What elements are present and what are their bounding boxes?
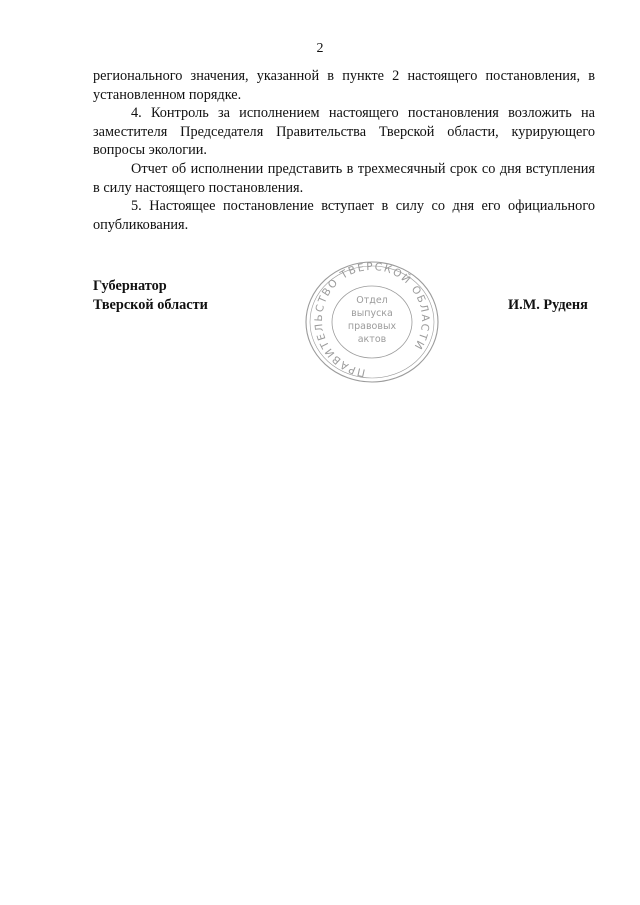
- signatory-position: [93, 277, 208, 314]
- paragraph-report: Отчет об исполнении представить в трехмесячный срок со дня вступления в силу настоящего постановления.: [93, 160, 595, 196]
- svg-text:актов: актов: [357, 334, 387, 345]
- svg-text:Отдел: Отдел: [356, 295, 388, 306]
- svg-text:ПРАВИТЕЛЬСТВО ТВЕРСКОЙ ОБЛАСТИ: ПРАВИТЕЛЬСТВО ТВЕРСКОЙ ОБЛАСТИ: [312, 260, 432, 379]
- paragraph-item-5: 5. Настоящее постановление вступает в силу со дня его официального опубликования.: [93, 198, 595, 233]
- svg-text:выпуска: выпуска: [351, 308, 393, 319]
- signatory-position-line1: Губернатор: [93, 278, 167, 294]
- official-seal-stamp: [298, 256, 446, 390]
- paragraph-item-4: 4. Контроль за исполнением настоящего постановления возложить на заместителя Председателя Правительства Тверской области, курирующего вопросы экологии.: [93, 105, 595, 159]
- svg-text:правовых: правовых: [347, 321, 397, 332]
- paragraph-continuation: регионального значения, указанной в пункте 2 настоящего постановления, в установленном порядке.: [93, 68, 595, 103]
- page-number: 2: [316, 41, 324, 56]
- signatory-name: И.М. Руденя: [508, 297, 588, 313]
- signatory-position-line2: Тверской области: [93, 296, 208, 313]
- document-body: [93, 67, 595, 234]
